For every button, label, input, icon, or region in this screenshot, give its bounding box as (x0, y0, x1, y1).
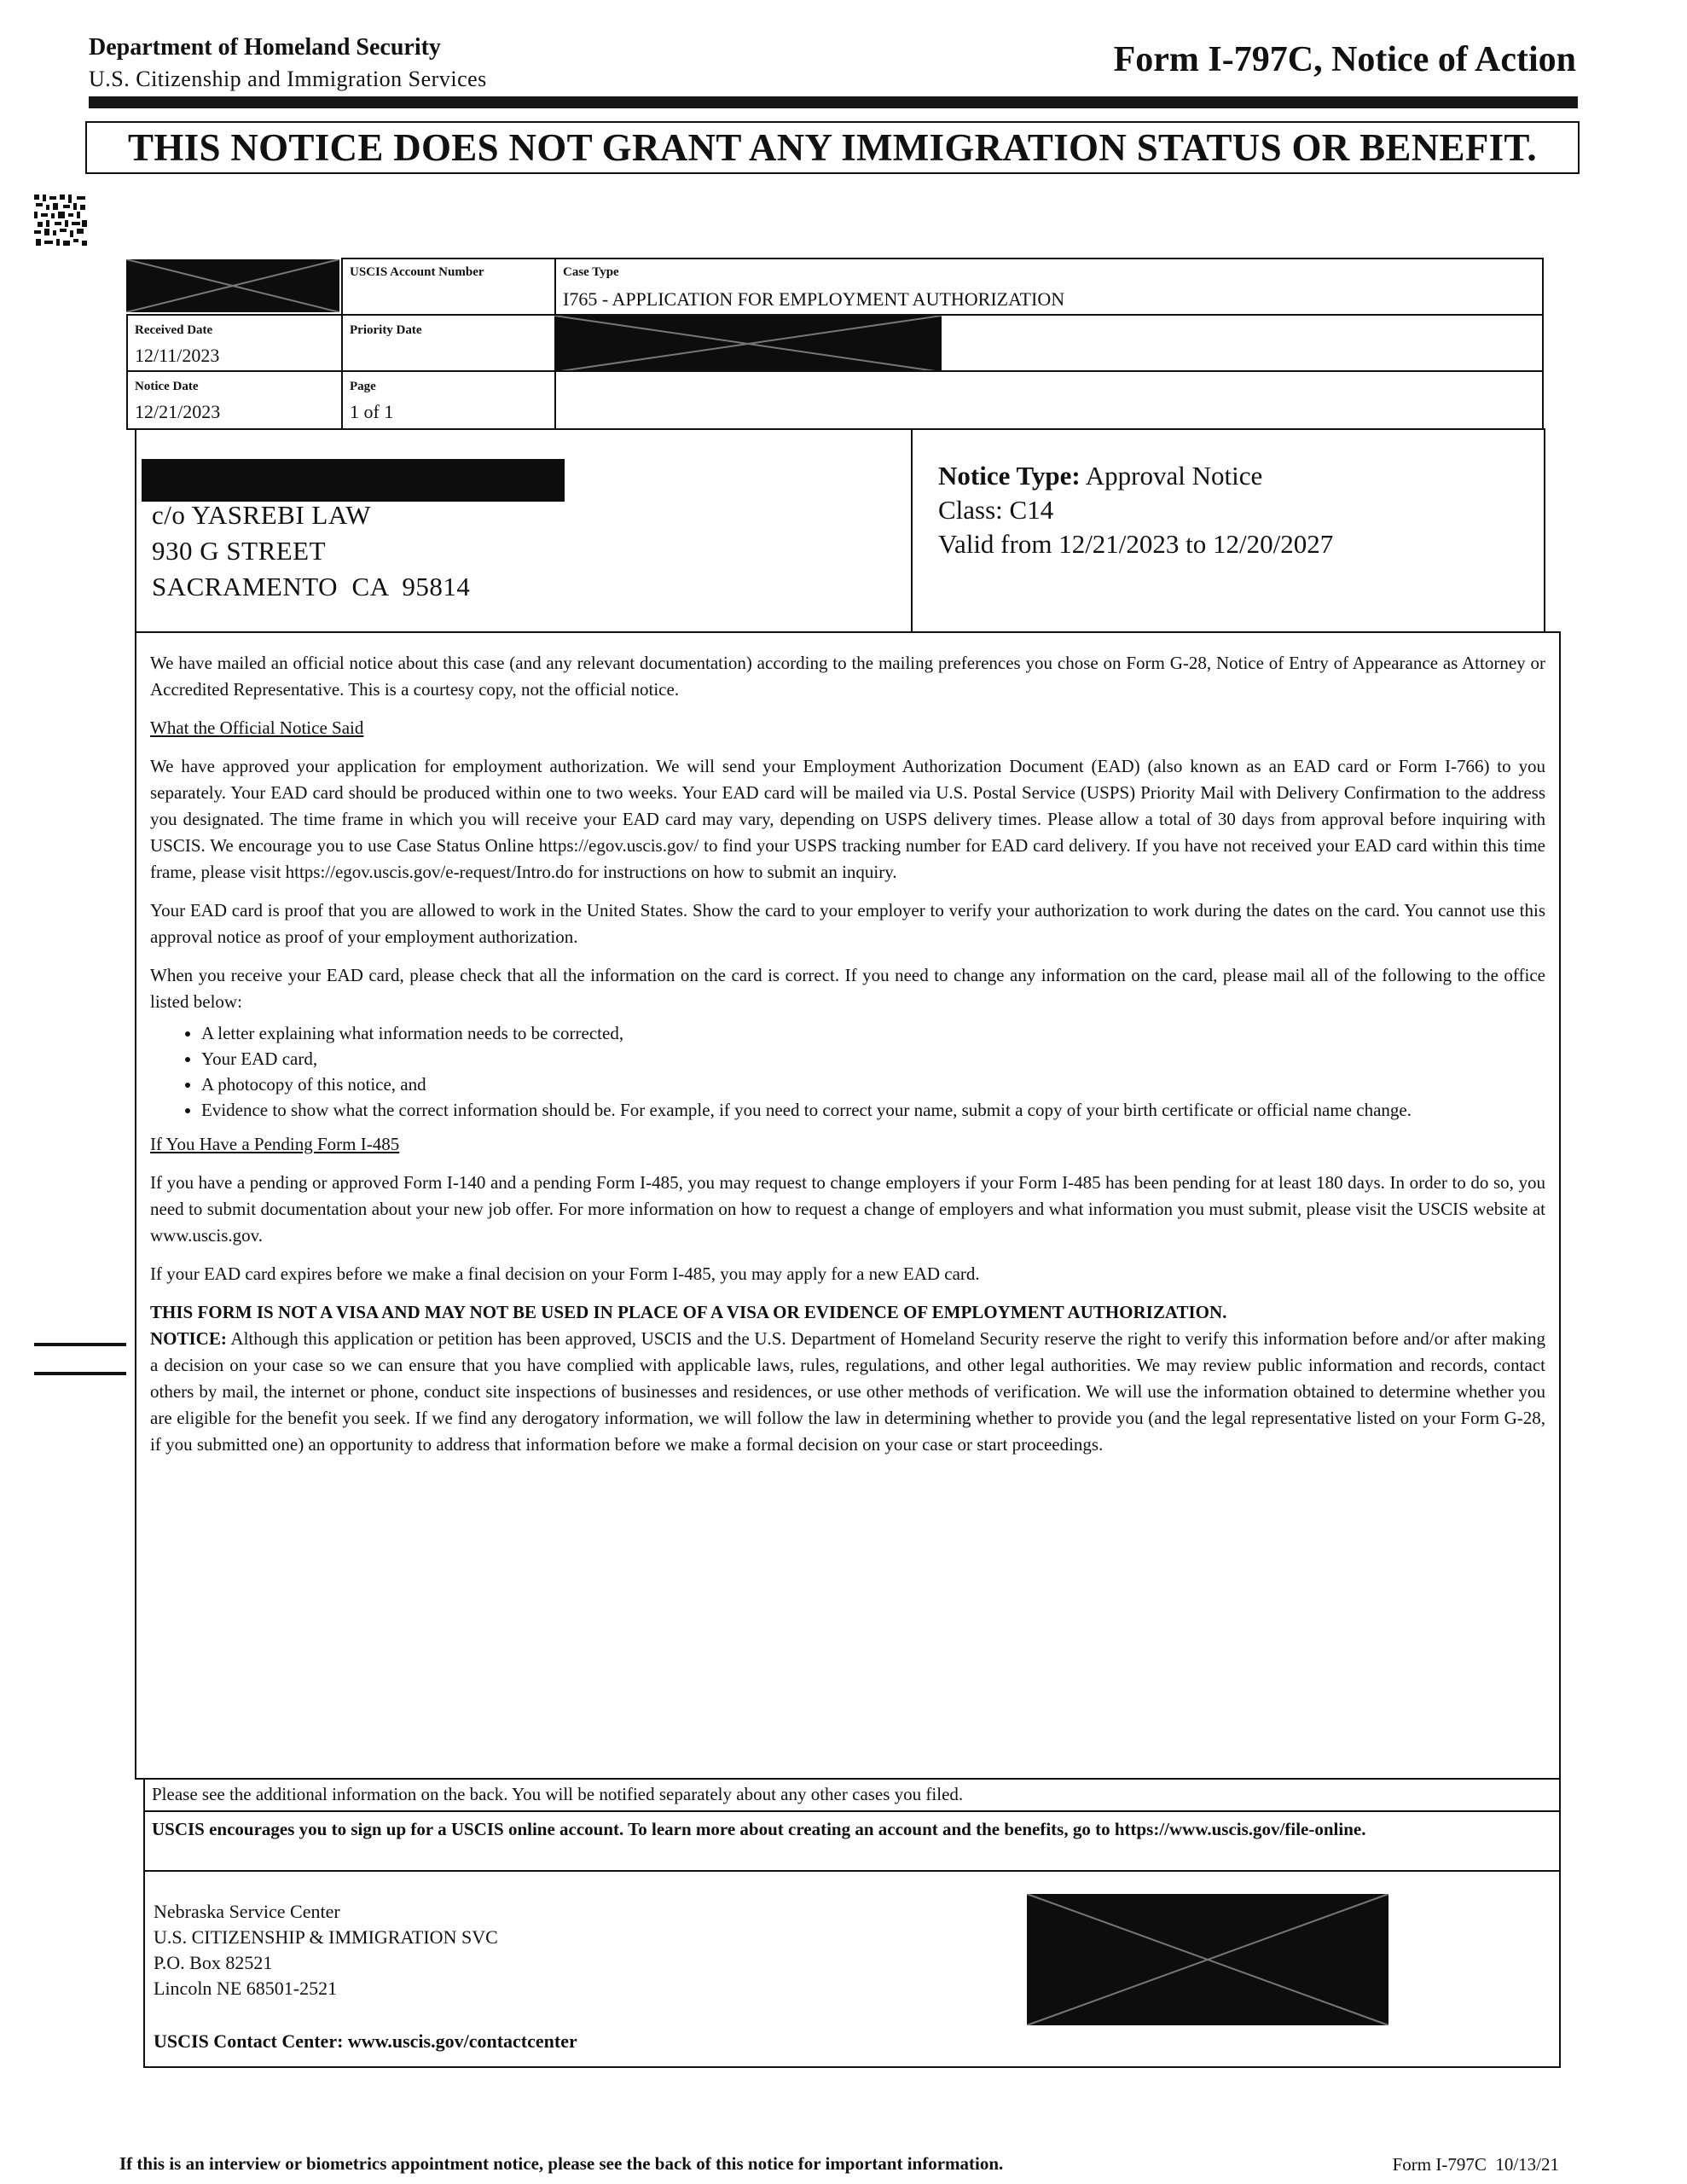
case-type-label: Case Type (563, 265, 619, 279)
priority-date-cell (341, 314, 556, 372)
case-type-cell (554, 258, 1544, 316)
account-number-cell (341, 258, 556, 316)
online-account-box (143, 1810, 1561, 1872)
approval-paragraph: We have approved your application for employment authorization. We will send your Employment Authorization Document (EAD) (also known as an EAD card or Form I-766) to you separately. Your EAD card should be produced within one to two weeks. Your EAD card will be mailed via U.S. Postal Service (USPS) Priority Mail with Delivery Confirmation to the address you designated. The time frame in which you will receive your EAD card may vary, depending on USPS delivery times. Please allow a total of 30 days from approval before inquiring with USCIS. We encourage you to use Case Status Online https://egov.uscis.gov/ to find your USPS tracking number for EAD card delivery. If you have not received your EAD card within this time frame, please visit https://egov.uscis.gov/e-request/Intro.do for instructions on how to submit an inquiry. (150, 756, 1545, 882)
see-back-text: Please see the additional information on the back. You will be notified separately about any other cases you filed. (152, 1784, 964, 1804)
list-item: • Your EAD card, (201, 1046, 1545, 1072)
notice-date-cell (126, 370, 343, 430)
notice-date-label: Notice Date (135, 380, 199, 393)
bottom-note: If this is an interview or biometrics appointment notice, please see the back of this notice for important information. (119, 2153, 1004, 2174)
blank-cell (554, 370, 1544, 430)
notice-type-value: Approval Notice (1085, 461, 1263, 491)
address-block (135, 428, 913, 633)
page-label: Page (350, 380, 376, 393)
ead-expiry-paragraph: If your EAD card expires before we make a final decision on your Form I-485, you may apply for a new EAD card. (150, 1263, 980, 1284)
margin-mark (34, 1343, 126, 1346)
page-value: 1 of 1 (350, 401, 394, 422)
form-title: Form I-797C, Notice of Action (1113, 40, 1576, 79)
account-number-label: USCIS Account Number (350, 265, 484, 279)
see-back-box (143, 1778, 1561, 1812)
not-a-visa-warning: THIS FORM IS NOT A VISA AND MAY NOT BE USED IN PLACE OF A VISA OR EVIDENCE OF EMPLOYMENT AUTHORIZATION. (150, 1302, 1227, 1322)
case-type-value: I765 - APPLICATION FOR EMPLOYMENT AUTHORIZATION (563, 288, 1065, 310)
courtesy-copy-paragraph: We have mailed an official notice about this case (and any relevant documentation) according to the mailing preferences you chose on Form G-28, Notice of Entry of Appearance as Attorney or Accredited Representative. This is a courtesy copy, not the official notice. (150, 653, 1545, 700)
header-rule (89, 96, 1578, 108)
notice-date-value: 12/21/2023 (135, 401, 221, 422)
redacted-name (142, 459, 565, 502)
notice-text: Although this application or petition has been approved, USCIS and the U.S. Department of Homeland Security reserve the right to verify this information before and/or after making a decision on your case so we can ensure that you have complied with applicable laws, rules, regulations, and other legal authorities. We may review public information and records, contact others by mail, the internet or phone, conduct site inspections of businesses and residences, or use other methods of verification. We will use the information obtained to determine whether you are eligible for the benefit you seek. If we find any derogatory information, we will follow the law in determining whether to provide you (and the legal representative listed on your Form G-28, if you submitted one) an opportunity to address that information before we make a formal decision on your case or start proceedings. (150, 1328, 1546, 1455)
official-notice-heading: What the Official Notice Said (150, 717, 364, 738)
office-line-3: P.O. Box 82521 (154, 1952, 273, 1973)
list-item: • A photocopy of this notice, and (201, 1072, 1545, 1097)
received-date-cell (126, 314, 343, 372)
address-line-3: SACRAMENTO CA 95814 (152, 572, 471, 601)
online-account-text: USCIS encourages you to sign up for a USCIS online account. To learn more about creating an account and the benefits, go to https://www.uscis.gov/file-online. (152, 1819, 1366, 1839)
notice-class: Class: C14 (938, 495, 1054, 525)
redacted-beneficiary (554, 316, 942, 372)
office-line-1: Nebraska Service Center (154, 1901, 340, 1922)
received-date-value: 12/11/2023 (135, 345, 220, 366)
priority-date-label: Priority Date (350, 323, 422, 337)
ead-proof-paragraph: Your EAD card is proof that you are allowed to work in the United States. Show the card to your employer to verify your authorization to work during the dates on the card. You cannot use this approval notice as proof of your employment authorization. (150, 900, 1545, 947)
banner: THIS NOTICE DOES NOT GRANT ANY IMMIGRATION STATUS OR BENEFIT. (85, 121, 1580, 174)
barcode-icon (34, 195, 87, 246)
redacted-barcode (1027, 1894, 1388, 2025)
office-line-2: U.S. CITIZENSHIP & IMMIGRATION SVC (154, 1926, 498, 1948)
list-item: • Evidence to show what the correct information should be. For example, if you need to correct your name, submit a copy of your birth certificate or official name change. (201, 1097, 1545, 1123)
redacted-receipt-number (126, 259, 339, 312)
notice-label: NOTICE: (150, 1328, 227, 1349)
office-line-4: Lincoln NE 68501-2521 (154, 1978, 338, 1999)
address-line-1: c/o YASREBI LAW (152, 500, 372, 530)
notice-body (150, 650, 1545, 1470)
notice-type (938, 461, 1262, 491)
form-id: Form I-797C 10/13/21 (1392, 2154, 1559, 2175)
page-cell (341, 370, 556, 430)
correction-list (150, 1020, 1545, 1123)
notice-type-label: Notice Type: (938, 461, 1081, 491)
agency-name: Department of Homeland Security (89, 34, 441, 61)
pending-i485-heading: If You Have a Pending Form I-485 (150, 1134, 400, 1154)
notice-type-block (911, 428, 1545, 633)
correction-paragraph: When you receive your EAD card, please check that all the information on the card is correct. If you need to change any information on the card, please mail all of the following to the office listed below: (150, 965, 1545, 1012)
subagency-name: U.S. Citizenship and Immigration Services (89, 67, 487, 91)
contact-center: USCIS Contact Center: www.uscis.gov/contactcenter (154, 2030, 577, 2052)
change-employer-paragraph: If you have a pending or approved Form I-140 and a pending Form I-485, you may request to change employers if your Form I-485 has been pending for at least 180 days. In order to do so, you need to submit documentation about your new job offer. For more information on how to request a change of employers and what information you must submit, please visit the USCIS website at www.uscis.gov. (150, 1172, 1545, 1246)
margin-mark (34, 1372, 126, 1375)
verification-notice (150, 1326, 1545, 1458)
notice-validity: Valid from 12/21/2023 to 12/20/2027 (938, 529, 1334, 559)
received-date-label: Received Date (135, 323, 213, 337)
list-item: • A letter explaining what information needs to be corrected, (201, 1020, 1545, 1046)
address-line-2: 930 G STREET (152, 536, 327, 566)
